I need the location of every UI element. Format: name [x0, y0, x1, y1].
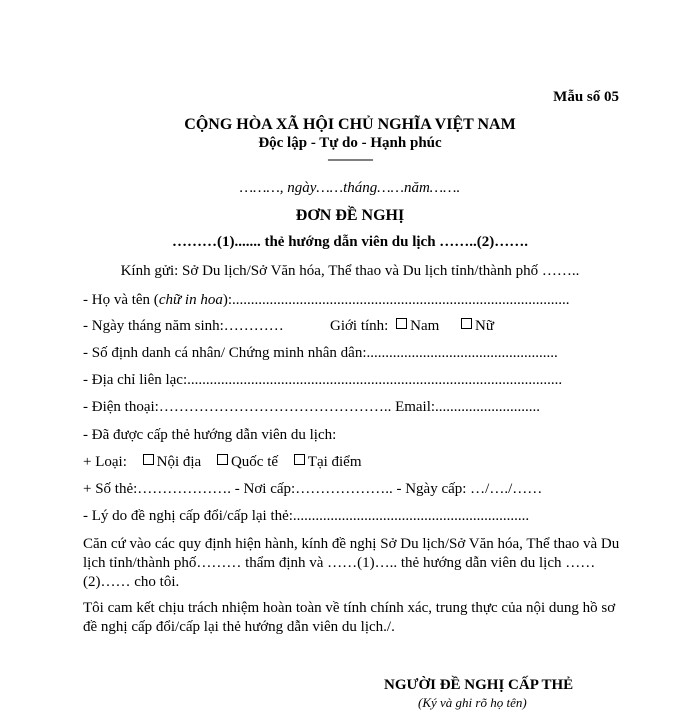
type-international-label: Quốc tế: [230, 454, 279, 470]
name-field: [83, 292, 570, 309]
card-type-field: [83, 454, 362, 471]
name-label-prefix: - Họ và tên (: [83, 292, 159, 308]
card-info-field: + Số thẻ:………………. - Nơi cấp:……………….. - Ngày cấp: …/…./……: [83, 481, 543, 497]
type-domestic-label: Nội địa: [156, 454, 202, 470]
signer-title: NGƯỜI ĐỀ NGHỊ CẤP THẺ: [384, 677, 574, 693]
checkbox-international[interactable]: [217, 454, 228, 465]
gender-label: Giới tính:: [330, 318, 389, 334]
id-number-field: - Số định danh cá nhân/ Chứng minh nhân dân:...................................................: [83, 345, 558, 361]
nation-header: CỘNG HÒA XÃ HỘI CHỦ NGHĨA VIỆT NAM: [184, 116, 516, 133]
checkbox-domestic[interactable]: [143, 454, 154, 465]
type-onsite-label: Tại điểm: [307, 454, 362, 470]
card-type-label: + Loại:: [83, 454, 127, 470]
name-label-italic: chữ in hoa: [158, 292, 223, 308]
address-field: - Địa chỉ liên lạc:....................................................................................................: [83, 372, 563, 388]
checkbox-onsite[interactable]: [294, 454, 305, 465]
salutation: Kính gửi: Sở Du lịch/Sở Văn hóa, Thể thao và Du lịch tỉnh/thành phố ……..: [120, 263, 580, 279]
basis-paragraph: Căn cứ vào các quy định hiện hành, kính đề nghị Sở Du lịch/Sở Văn hóa, Thể thao và Du lịch tỉnh/thành phố……… thẩm định và ……(1)….. thẻ hướng dẫn viên du lịch ……(2)…… cho tôi.: [83, 536, 620, 590]
checkbox-female[interactable]: [461, 318, 472, 329]
signer-note: (Ký và ghi rõ họ tên): [418, 695, 527, 710]
reason-field: - Lý do đề nghị cấp đổi/cấp lại thẻ:...............................................................: [83, 508, 530, 524]
commitment-paragraph: Tôi cam kết chịu trách nhiệm hoàn toàn về tính chính xác, trung thực của nội dung hồ sơ đề nghị cấp đổi/cấp lại thẻ hướng dẫn viên du lịch./.: [83, 600, 616, 635]
checkbox-male[interactable]: [396, 318, 407, 329]
issued-card-header: - Đã được cấp thẻ hướng dẫn viên du lịch:: [83, 427, 337, 443]
form-title: ĐƠN ĐỀ NGHỊ: [295, 207, 405, 224]
form-subtitle: ………(1)....... thẻ hướng dẫn viên du lịch ……..(2)…….: [171, 234, 529, 250]
gender-field: [330, 318, 494, 335]
phone-email-field: - Điện thoại:……………………………………….. Email:............................: [83, 399, 541, 415]
name-label-suffix: ):..........................................................................................: [222, 292, 570, 308]
form-code: Mẫu số 05: [553, 89, 619, 105]
gender-male-label: Nam: [410, 318, 440, 334]
dob-field: - Ngày tháng năm sinh:…………: [83, 318, 284, 334]
date-line: ………, ngày……tháng……năm…….: [239, 180, 461, 196]
motto-rule: ---------------: [327, 152, 373, 166]
motto: Độc lập - Tự do - Hạnh phúc: [258, 135, 442, 151]
gender-female-label: Nữ: [475, 318, 494, 334]
